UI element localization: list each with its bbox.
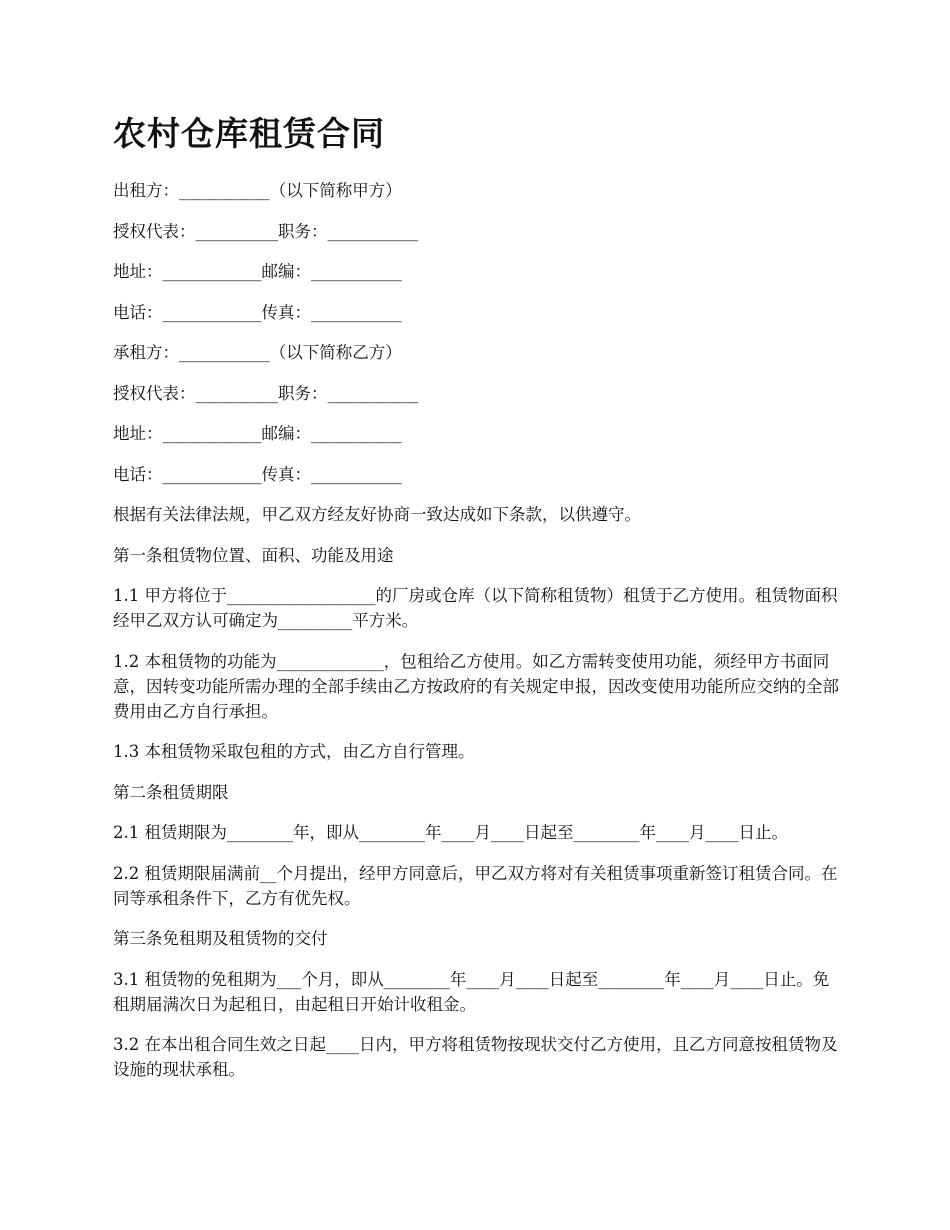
clause-3-1: 3.1 租赁物的免租期为___个月，即从________年____月____日起至________年____月____日止。免租期届满次日为起租日，由起租日开始计收租金。 bbox=[113, 969, 830, 1014]
lessor-contact-line: 电话：____________传真：___________ bbox=[113, 302, 402, 322]
lessee-line: 承租方：___________（以下简称乙方） bbox=[113, 343, 402, 362]
clause-3-2: 3.2 在本出租合同生效之日起____日内，甲方将租赁物按现状交付乙方使用，且乙方同意按租赁物及设施的现状承租。 bbox=[113, 1035, 838, 1079]
lessee-contact-line: 电话：____________传真：___________ bbox=[113, 464, 402, 484]
clause-2-1: 2.1 租赁期限为________年，即从________年____月____日起至________年____月____日止。 bbox=[113, 823, 788, 842]
article-3-heading: 第三条免租期及租赁物的交付 bbox=[113, 929, 328, 948]
lessee-address-line: 地址：____________邮编：___________ bbox=[113, 424, 402, 443]
lessor-address-line: 地址：____________邮编：___________ bbox=[113, 262, 402, 281]
lessor-line: 出租方：___________（以下简称甲方） bbox=[113, 181, 402, 200]
document-title: 农村仓库租赁合同 bbox=[113, 114, 385, 153]
preamble-paragraph: 根据有关法律法规，甲乙双方经友好协商一致达成如下条款，以供遵守。 bbox=[113, 505, 641, 524]
clause-2-2: 2.2 租赁期限届满前__个月提出，经甲方同意后，甲乙双方将对有关租赁事项重新签订租赁合同。在同等承租条件下，乙方有优先权。 bbox=[113, 863, 838, 908]
article-1-heading: 第一条租赁物位置、面积、功能及用途 bbox=[113, 545, 394, 565]
clause-1-2: 1.2 本租赁物的功能为_____________，包租给乙方使用。如乙方需转变使用功能，须经甲方书面同意，因转变功能所需办理的全部手续由乙方按政府的有关规定申报，因改变使用功能所应交纳的全部费用由乙方自行承担。 bbox=[113, 651, 839, 721]
lessor-representative-line: 授权代表：__________职务：___________ bbox=[113, 221, 419, 241]
lessee-representative-line: 授权代表：__________职务：___________ bbox=[113, 383, 419, 403]
article-2-heading: 第二条租赁期限 bbox=[113, 782, 229, 802]
clause-1-1: 1.1 甲方将位于__________________的厂房或仓库（以下简称租赁物）租赁于乙方使用。租赁物面积经甲乙双方认可确定为_________平方米。 bbox=[113, 586, 838, 630]
document-body bbox=[113, 178, 841, 1098]
clause-1-3: 1.3 本租赁物采取包租的方式，由乙方自行管理。 bbox=[113, 742, 475, 761]
